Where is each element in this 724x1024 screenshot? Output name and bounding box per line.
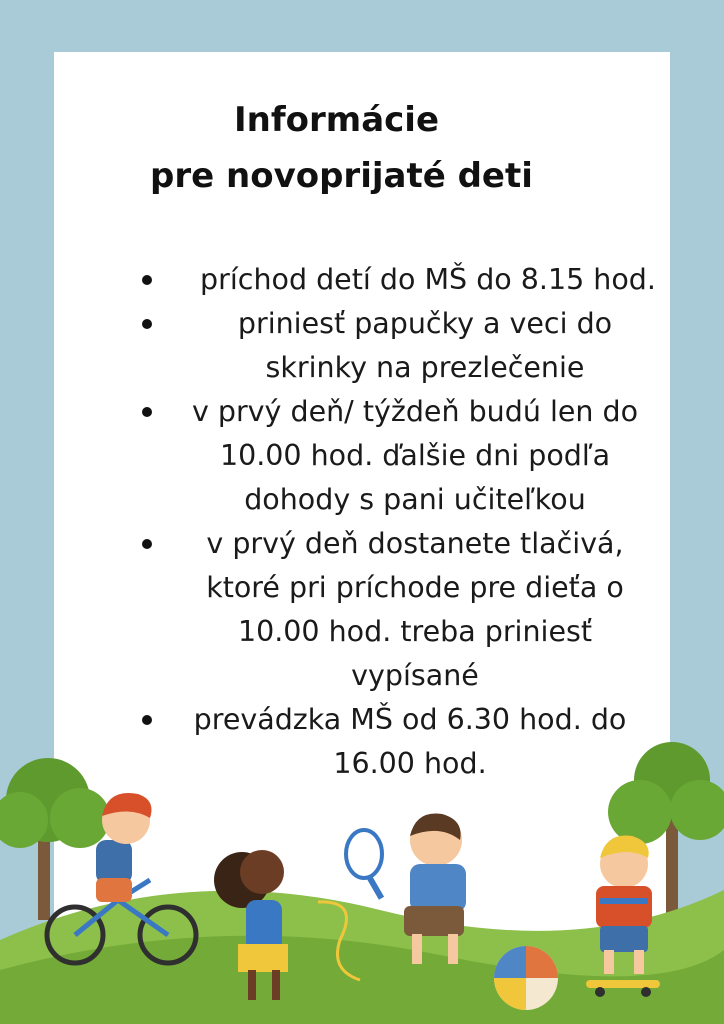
left-tree-icon — [0, 758, 110, 920]
info-list — [130, 258, 690, 786]
title-line-2: pre novoprijaté deti — [150, 156, 533, 196]
list-item: prevádzka MŠ od 6.30 hod. do 16.00 hod. — [130, 698, 690, 786]
list-item: príchod detí do MŠ do 8.15 hod. — [130, 258, 690, 302]
title-line-1: Informácie — [234, 100, 440, 140]
list-item: v prvý deň dostanete tlačivá, ktoré pri príchode pre dieťa o 10.00 hod. treba priniesť vypísané — [130, 522, 690, 698]
beach-ball-icon — [494, 946, 558, 1010]
page-title — [0, 92, 724, 204]
list-item: v prvý deň/ týždeň budú len do 10.00 hod. ďalšie dni podľa dohody s pani učiteľkou — [130, 390, 690, 522]
list-item: priniesť papučky a veci do skrinky na prezlečenie — [130, 302, 690, 390]
playground-illustration — [0, 740, 724, 1024]
